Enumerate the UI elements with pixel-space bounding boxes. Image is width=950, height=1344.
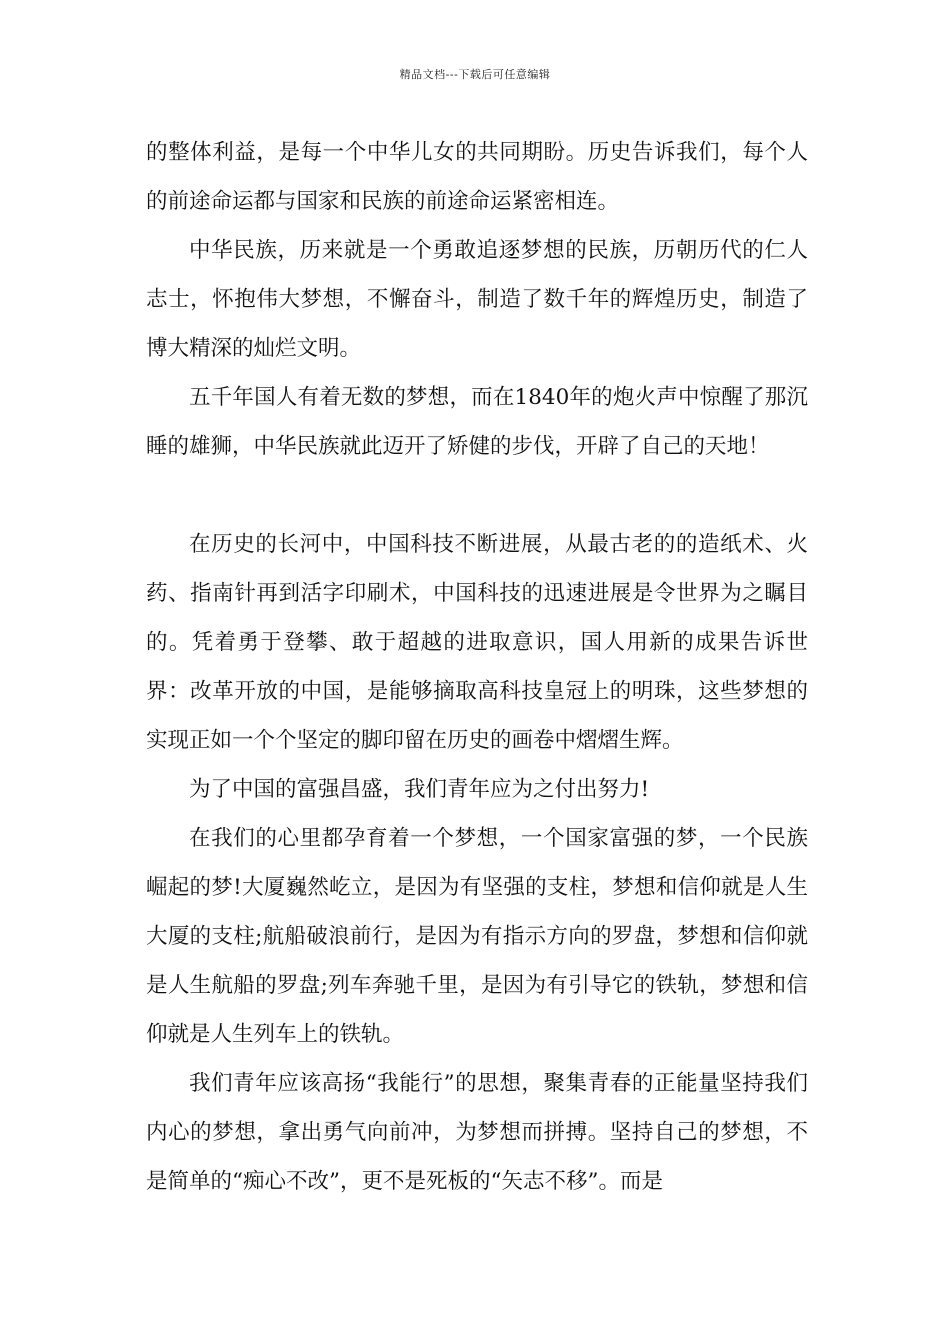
paragraph-1: 的整体利益，是每一个中华儿女的共同期盼。历史告诉我们，每个人的前途命运都与国家和民族的前途命运紧密相连。: [146, 140, 808, 214]
paragraph-7: 我们青年应该高扬“我能行”的思想，聚集青春的正能量坚持我们内心的梦想，拿出勇气向前冲，为梦想而拼搏。坚持自己的梦想，不是简单的“痴心不改”，更不是死板的“矢志不移”。而是: [146, 1071, 808, 1194]
paragraph-3: 五千年国人有着无数的梦想，而在1840年的炮火声中惊醒了那沉睡的雄狮，中华民族就此迈开了矫健的步伐，开辟了自己的天地！: [146, 385, 808, 459]
paragraph-2: 中华民族，历来就是一个勇敢追逐梦想的民族，历朝历代的仁人志士，怀抱伟大梦想，不懈奋斗，制造了数千年的辉煌历史，制造了博大精深的灿烂文明。: [146, 238, 808, 361]
document-body: [146, 128, 808, 1206]
paragraph-6: 在我们的心里都孕育着一个梦想，一个国家富强的梦，一个民族崛起的梦!大厦巍然屹立，是因为有坚强的支柱，梦想和信仰就是人生大厦的支柱;航船破浪前行，是因为有指示方向的罗盘，梦想和信仰就是人生航船的罗盘;列车奔驰千里，是因为有引导它的铁轨，梦想和信仰就是人生列车上的铁轨。: [146, 826, 808, 1047]
paragraph-4: 在历史的长河中，中国科技不断进展，从最古老的的造纸术、火药、指南针再到活字印刷术，中国科技的迅速进展是令世界为之瞩目的。凭着勇于登攀、敢于超越的进取意识，国人用新的成果告诉世界：改革开放的中国，是能够摘取高科技皇冠上的明珠，这些梦想的实现正如一个个坚定的脚印留在历史的画卷中熠熠生辉。: [146, 532, 808, 753]
paragraph-5: 为了中国的富强昌盛，我们青年应为之付出努力!: [189, 777, 650, 802]
page-header: 精品文档---下载后可任意编辑: [399, 68, 551, 81]
blank-line: [146, 471, 808, 520]
